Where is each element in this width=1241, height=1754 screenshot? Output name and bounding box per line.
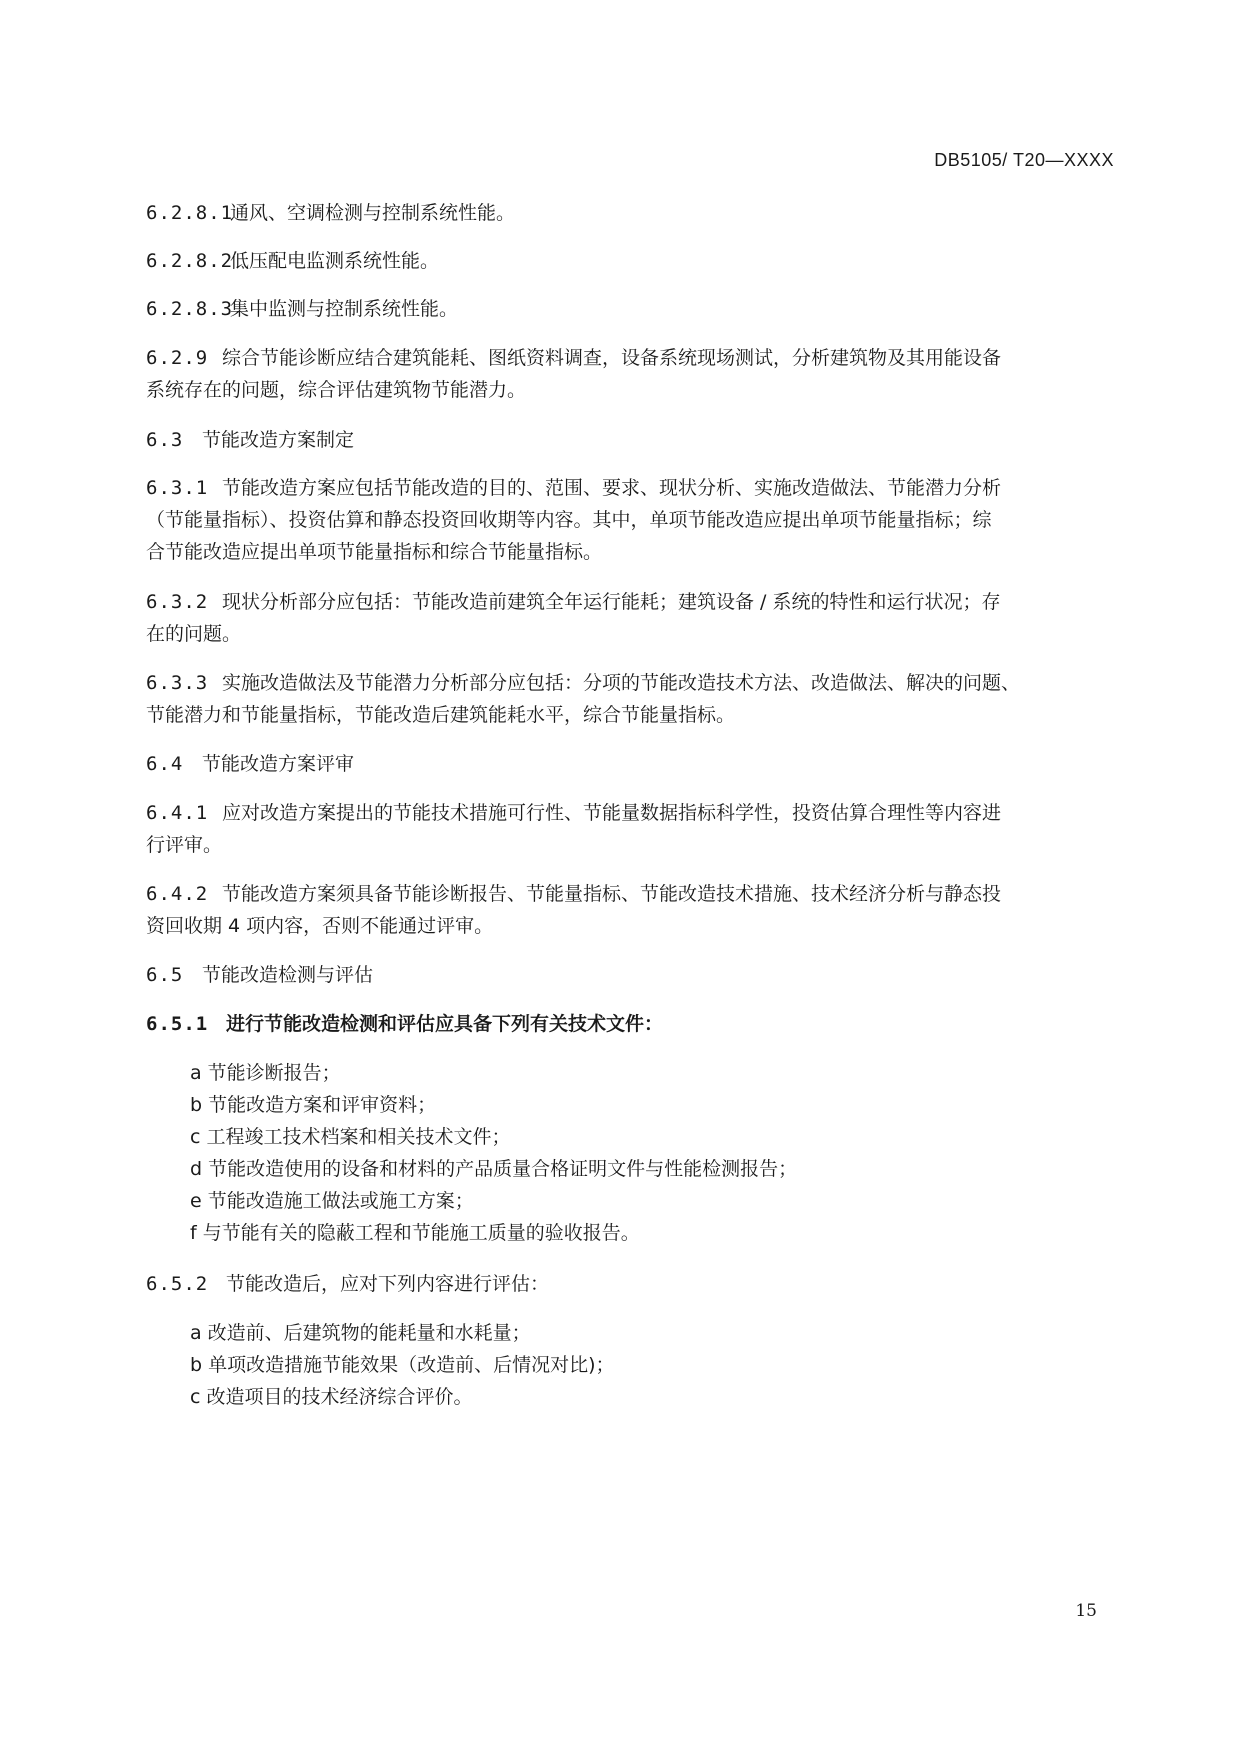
clause-6-3-1-cont: 合节能改造应提出单项节能量指标和综合节能量指标。 <box>146 541 603 563</box>
document-code-header: DB5105/ T20—XXXX <box>934 150 1114 170</box>
section-number: 6.5 <box>146 964 184 986</box>
clause-6-3-3 <box>146 667 1114 699</box>
page-number: 15 <box>1075 1601 1097 1621</box>
list-item: b 节能改造方案和评审资料； <box>190 1094 437 1116</box>
clause-number: 6.2.8.1 <box>146 202 234 224</box>
clause-text: 应对改造方案提出的节能技术措施可行性、节能量数据指标科学性，投资估算合理性等内容进 <box>222 802 1002 824</box>
clause-6-3-3-cont: 节能潜力和节能量指标，节能改造后建筑能耗水平，综合节能量指标。 <box>146 704 736 726</box>
list-item: f 与节能有关的隐蔽工程和节能施工质量的验收报告。 <box>190 1222 640 1244</box>
clause-number: 6.2.9 <box>146 347 209 369</box>
clause-text: 节能改造方案须具备节能诊断报告、节能量指标、节能改造技术措施、技术经济分析与静态投 <box>222 883 1002 905</box>
section-6-5-heading <box>146 959 1114 991</box>
clause-text: 综合节能诊断应结合建筑能耗、图纸资料调查，设备系统现场测试，分析建筑物及其用能设备 <box>222 347 1002 369</box>
section-6-3-heading <box>146 424 1114 456</box>
list-item: a 改造前、后建筑物的能耗量和水耗量； <box>190 1322 531 1344</box>
section-title: 节能改造检测与评估 <box>202 964 374 986</box>
clause-6-4-1 <box>146 797 1114 829</box>
section-6-4-heading <box>146 748 1114 780</box>
list-item: b 单项改造措施节能效果（改造前、后情况对比)； <box>190 1354 615 1376</box>
clause-6-3-2 <box>146 586 1114 618</box>
clause-6-2-8-3 <box>146 293 1114 325</box>
section-number: 6.3 <box>146 429 184 451</box>
clause-6-3-1 <box>146 472 1114 504</box>
clause-number: 6.5.2 <box>146 1273 209 1295</box>
section-title: 节能改造方案评审 <box>202 753 355 775</box>
list-item: e 节能改造施工做法或施工方案； <box>190 1190 474 1212</box>
clause-number: 6.5.1 <box>146 1013 209 1035</box>
clause-6-3-1-cont: （节能量指标）、投资估算和静态投资回收期等内容。其中，单项节能改造应提出单项节能量指标；综 <box>146 509 992 531</box>
clause-number: 6.3.1 <box>146 477 209 499</box>
list-item: c 工程竣工技术档案和相关技术文件； <box>190 1126 511 1148</box>
clause-text: 现状分析部分应包括：节能改造前建筑全年运行能耗；建筑设备 / 系统的特性和运行状况；存 <box>222 591 1001 613</box>
clause-6-4-1-cont: 行评审。 <box>146 834 223 856</box>
clause-6-4-2 <box>146 878 1114 910</box>
clause-6-5-1 <box>146 1008 1114 1040</box>
clause-number: 6.2.8.3 <box>146 298 234 320</box>
clause-6-2-8-2 <box>146 245 1114 277</box>
section-number: 6.4 <box>146 753 184 775</box>
clause-6-5-2 <box>146 1268 1114 1300</box>
clause-text: 通风、空调检测与控制系统性能。 <box>230 202 516 224</box>
clause-number: 6.3.2 <box>146 591 209 613</box>
clause-6-2-9 <box>146 342 1114 374</box>
clause-6-4-2-cont: 资回收期 4 项内容，否则不能通过评审。 <box>146 915 494 937</box>
clause-text: 集中监测与控制系统性能。 <box>230 298 459 320</box>
clause-6-2-8-1 <box>146 197 1114 229</box>
clause-number: 6.2.8.2 <box>146 250 234 272</box>
clause-6-2-9-cont: 系统存在的问题，综合评估建筑物节能潜力。 <box>146 379 527 401</box>
clause-number: 6.4.2 <box>146 883 209 905</box>
clause-text: 实施改造做法及节能潜力分析部分应包括：分项的节能改造技术方法、改造做法、解决的问题、 <box>222 672 1021 694</box>
clause-text: 低压配电监测系统性能。 <box>230 250 440 272</box>
clause-text: 节能改造方案应包括节能改造的目的、范围、要求、现状分析、实施改造做法、节能潜力分析 <box>222 477 1002 499</box>
list-item: d 节能改造使用的设备和材料的产品质量合格证明文件与性能检测报告； <box>190 1158 798 1180</box>
list-item: c 改造项目的技术经济综合评价。 <box>190 1386 473 1408</box>
clause-6-3-2-cont: 在的问题。 <box>146 623 242 645</box>
clause-number: 6.3.3 <box>146 672 209 694</box>
clause-number: 6.4.1 <box>146 802 209 824</box>
section-title: 节能改造方案制定 <box>202 429 355 451</box>
list-item: a 节能诊断报告； <box>190 1062 341 1084</box>
clause-text: 进行节能改造检测和评估应具备下列有关技术文件： <box>226 1013 664 1035</box>
clause-text: 节能改造后，应对下列内容进行评估： <box>226 1273 550 1295</box>
